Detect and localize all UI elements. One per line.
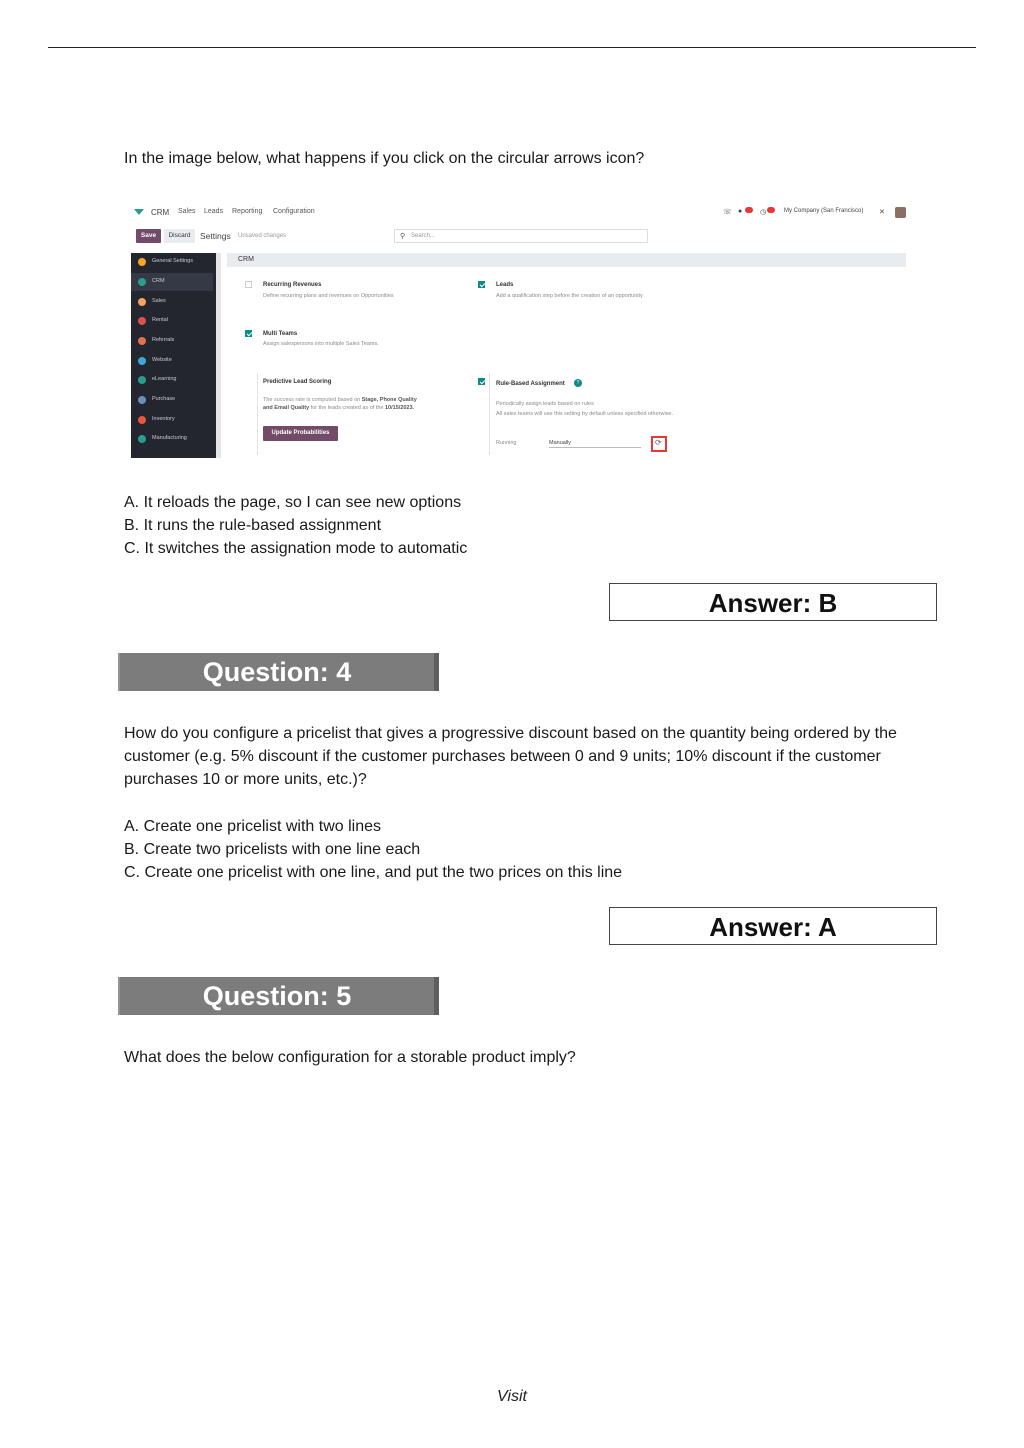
crm-section-header — [227, 253, 906, 267]
company-name[interactable]: My Company (San Francisco) — [784, 208, 864, 214]
header-rule — [48, 47, 976, 48]
option-a: A. It reloads the page, so I can see new options — [124, 494, 462, 511]
pls-date: 10/15/2023. — [384, 405, 415, 411]
predictive-lead-scoring-desc — [263, 396, 463, 412]
question-4-options — [124, 815, 622, 884]
question-3-text: In the image below, what happens if you click on the circular arrows icon? — [124, 150, 645, 167]
pls-text-2: for the leads created as of the — [309, 405, 385, 411]
sidebar-label: Purchase — [152, 396, 176, 402]
circular-arrows-button[interactable] — [651, 436, 667, 452]
search-input[interactable] — [394, 229, 648, 243]
sidebar-item-referrals[interactable] — [131, 332, 213, 350]
rental-icon — [138, 317, 146, 325]
rule-based-assignment-title: Rule-Based Assignment — [496, 381, 565, 387]
sidebar-item-inventory[interactable] — [131, 411, 213, 429]
control-bar — [128, 228, 912, 246]
separator — [257, 373, 258, 455]
recurring-revenues-title: Recurring Revenues — [263, 282, 322, 288]
search-icon: ⚲ — [400, 233, 406, 240]
multi-teams-desc: Assign salespersons into multiple Sales Teams. — [263, 341, 379, 347]
chat-badge — [745, 207, 753, 213]
sidebar-item-manufacturing[interactable] — [131, 430, 213, 448]
pls-text-1: The success rate is computed based on — [263, 397, 362, 403]
settings-sidebar — [131, 253, 221, 458]
leads-desc: Add a qualification step before the creation of an opportunity — [496, 293, 643, 299]
question-4-banner: Question: 4 — [118, 653, 439, 691]
option-b: B. It runs the rule-based assignment — [124, 517, 382, 534]
unsaved-indicator: Unsaved changes — [238, 233, 287, 239]
save-button[interactable]: Save — [136, 229, 161, 243]
sidebar-item-crm[interactable] — [131, 273, 213, 291]
menu-sales[interactable]: Sales — [178, 208, 196, 215]
sidebar-item-general-settings[interactable] — [131, 253, 213, 271]
sidebar-item-purchase[interactable] — [131, 391, 213, 409]
option-b: B. Create two pricelists with one line each — [124, 841, 421, 858]
clock-icon[interactable]: ◷ — [760, 209, 767, 216]
running-select[interactable]: Manually — [549, 440, 572, 446]
sales-icon — [138, 298, 146, 306]
rba-desc-1: Periodically assign leads based on rules — [496, 401, 594, 407]
menu-configuration[interactable]: Configuration — [273, 208, 315, 215]
general-settings-icon — [138, 258, 146, 266]
tools-icon[interactable]: ✕ — [879, 209, 885, 216]
running-select-underline — [549, 447, 641, 448]
sidebar-label: Rental — [152, 317, 168, 323]
sidebar-item-website[interactable] — [131, 352, 213, 370]
discard-button[interactable]: Discard — [164, 229, 195, 243]
option-c: C. It switches the assignation mode to automatic — [124, 540, 468, 557]
avatar[interactable] — [895, 207, 906, 218]
referrals-icon — [138, 337, 146, 345]
recurring-revenues-desc: Define recurring plans and revenues on Opportunities — [263, 293, 394, 299]
footer-visit[interactable]: Visit — [497, 1388, 527, 1405]
top-navbar — [128, 206, 912, 220]
recurring-revenues-checkbox[interactable] — [245, 281, 252, 288]
predictive-lead-scoring-title: Predictive Lead Scoring — [263, 379, 332, 385]
manufacturing-icon — [138, 435, 146, 443]
chat-icon[interactable]: ● — [738, 208, 743, 215]
pls-bold-1: Stage, Phone Quality — [361, 397, 417, 403]
running-label: Running — [496, 440, 517, 446]
activity-badge — [767, 207, 775, 213]
menu-reporting[interactable]: Reporting — [232, 208, 263, 215]
update-probabilities-button[interactable]: Update Probabilities — [263, 426, 338, 441]
sidebar-item-elearning[interactable] — [131, 371, 213, 389]
sidebar-item-sales[interactable] — [131, 293, 213, 311]
app-name[interactable]: CRM — [151, 208, 170, 217]
sidebar-scrollbar[interactable] — [216, 253, 221, 458]
section-title: CRM — [238, 256, 254, 263]
question-5-banner: Question: 5 — [118, 977, 439, 1015]
sidebar-item-rental[interactable] — [131, 312, 213, 330]
help-icon[interactable]: ? — [574, 379, 582, 387]
answer-box-q3: Answer: B — [609, 583, 937, 621]
leads-checkbox[interactable] — [478, 281, 485, 288]
phone-icon[interactable]: ☏ — [723, 209, 732, 216]
multi-teams-checkbox[interactable] — [245, 330, 252, 337]
pls-bold-2: and Email Quality — [263, 405, 310, 411]
sidebar-label: General Settings — [152, 258, 193, 264]
multi-teams-title: Multi Teams — [263, 331, 298, 337]
crm-icon — [138, 278, 146, 286]
question-5-text: What does the below configuration for a storable product imply? — [124, 1049, 576, 1066]
sidebar-label: Referrals — [152, 337, 175, 343]
separator — [489, 373, 490, 455]
settings-title: Settings — [200, 231, 231, 241]
sidebar-label: CRM — [152, 278, 165, 284]
elearning-icon — [138, 376, 146, 384]
sidebar-label: eLearning — [152, 376, 177, 382]
refresh-icon: ⟳ — [655, 438, 662, 447]
sidebar-label: Inventory — [152, 416, 175, 422]
menu-leads[interactable]: Leads — [204, 208, 224, 215]
option-c: C. Create one pricelist with one line, and put the two prices on this line — [124, 864, 623, 881]
inventory-icon — [138, 416, 146, 424]
question-3-options — [124, 491, 467, 560]
search-placeholder: Search... — [411, 233, 436, 239]
crm-logo-icon — [134, 209, 144, 215]
sidebar-label: Manufacturing — [152, 435, 187, 441]
purchase-icon — [138, 396, 146, 404]
leads-title: Leads — [496, 282, 514, 288]
rba-desc-2: All sales teams will use this setting by default unless specified otherwise. — [496, 411, 674, 417]
option-a: A. Create one pricelist with two lines — [124, 818, 381, 835]
embedded-screenshot — [128, 200, 912, 458]
rule-based-assignment-checkbox[interactable] — [478, 378, 485, 385]
question-4-text: How do you configure a pricelist that gives a progressive discount based on the quantity being ordered by the customer (e.g. 5% discount if the customer purchases between 0 and 9 units; 10% discount if the customer purchases 10 or more units, etc.)? — [124, 725, 897, 788]
sidebar-label: Website — [152, 357, 172, 363]
sidebar-label: Sales — [152, 298, 166, 304]
answer-box-q4: Answer: A — [609, 907, 937, 945]
website-icon — [138, 357, 146, 365]
